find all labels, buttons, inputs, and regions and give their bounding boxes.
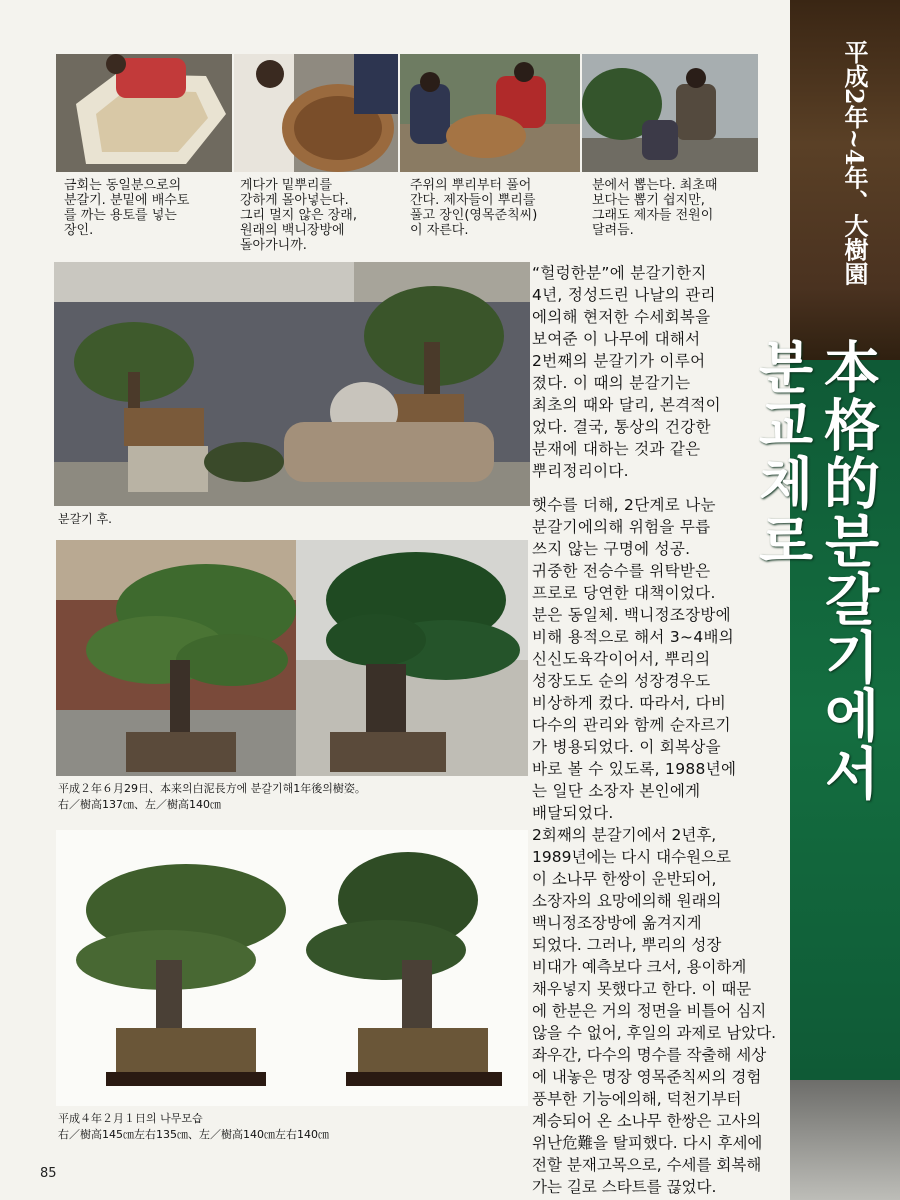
page-number: 85 — [40, 1166, 57, 1181]
photo-soil-filling — [56, 54, 232, 172]
body-paragraph-1: “헐렁한분”에 분갈기한지 4년, 정성드린 나날의 관리 에의해 현저한 수세회복을 보여준 이 나무에 대해서 2번째의 분갈기가 이루어 졌다. 이 때의 분갈기는 최초의 때와 달리, 본격적이 었다. 결국, 통상의 건강한 분재에 대하는 것과 같은 뿌리정리이다. — [532, 264, 721, 480]
photo-root-ball — [234, 54, 398, 172]
photo-pulling-tree — [582, 54, 758, 172]
caption-1992-line2: 右／樹高145㎝左右135㎝、左／樹高140㎝左右140㎝ — [58, 1128, 329, 1141]
caption-1990-line2: 右／樹高137㎝、左／樹高140㎝ — [58, 798, 221, 811]
photo-trees-1992 — [56, 830, 528, 1106]
photo-tree-right-1990 — [56, 540, 296, 776]
caption-1992-line1: 平成４年２月１日의 나무모습 — [58, 1112, 203, 1125]
photo-tree-left-1990 — [296, 540, 528, 776]
caption-pulling-tree: 분에서 뽑는다. 최초때 보다는 뽑기 쉽지만, 그래도 제자들 전원이 달려듬. — [592, 178, 718, 238]
era-label: 平成2年~4年、大樹園 — [840, 40, 869, 286]
photo-after-repotting — [54, 262, 530, 506]
caption-root-ball: 게다가 밑뿌리를 강하게 몰아넣는다. 그리 멀지 않은 장래, 원래의 백니장방에 돌아가니까. — [240, 178, 357, 253]
section-title: 本格的분갈기에서 분교체로 — [749, 338, 880, 802]
body-paragraph-3: 2회째의 분갈기에서 2년후, 1989년에는 다시 대수원으로 이 소나무 한쌍이 운반되어, 소장자의 요망에의해 원래의 백니정조장방에 옮겨지게 되었다. 그러나, 뿌리의 성장 비대가 예측보다 크서, 용이하게 채우넣지 못했다고 한다. 이 때문 에 한분은 거의 정면을 비틀어 심지 않을 수 없어, 후일의 과제로 남았다. 좌우간, 다수의 명수를 작출해 세상 에 내놓은 명장 영목준칙씨의 경험 풍부한 기능에의해, 덕천기부터 계승되어 온 소나무 한쌍은 고사의 위난危難을 탈피했다. 다시 후세에 전할 분재고목으로, 수세를 회복해 가는 길로 스타트를 끊었다. — [532, 826, 777, 1196]
caption-after-repotting: 분갈기 후. — [58, 512, 112, 526]
photo-root-untangling — [400, 54, 580, 172]
caption-soil-filling: 금회는 동일분으로의 분갈기. 분밑에 배수토 를 까는 용토를 넣는 장인. — [64, 178, 190, 238]
caption-root-untangling: 주위의 뿌리부터 풀어 간다. 제자들이 뿌리를 풀고 장인(영목준칙씨) 이 자른다. — [410, 178, 538, 238]
body-paragraph-2: 햇수를 더해, 2단계로 나눈 분갈기에의해 위험을 무릅 쓰지 않는 구명에 성공. 귀중한 전승수를 위탁받은 프로로 당연한 대책이었다. 분은 동일체. 백니정조장방에 비해 용적으로 해서 3~4배의 신신도육각이어서, 뿌리의 성장도도 순의 성장경우도 비상하게 컸다. 따라서, 다비 다수의 관리와 함께 순자르기 가 병용되었다. 이 회복상을 바로 볼 수 있도록, 1988년에 는 일단 소장자 본인에게 배달되었다. — [532, 496, 737, 822]
caption-1990-line1: 平成２年６月29日、本来의白泥長方에 분갈기해1年後의樹姿。 — [58, 782, 366, 795]
